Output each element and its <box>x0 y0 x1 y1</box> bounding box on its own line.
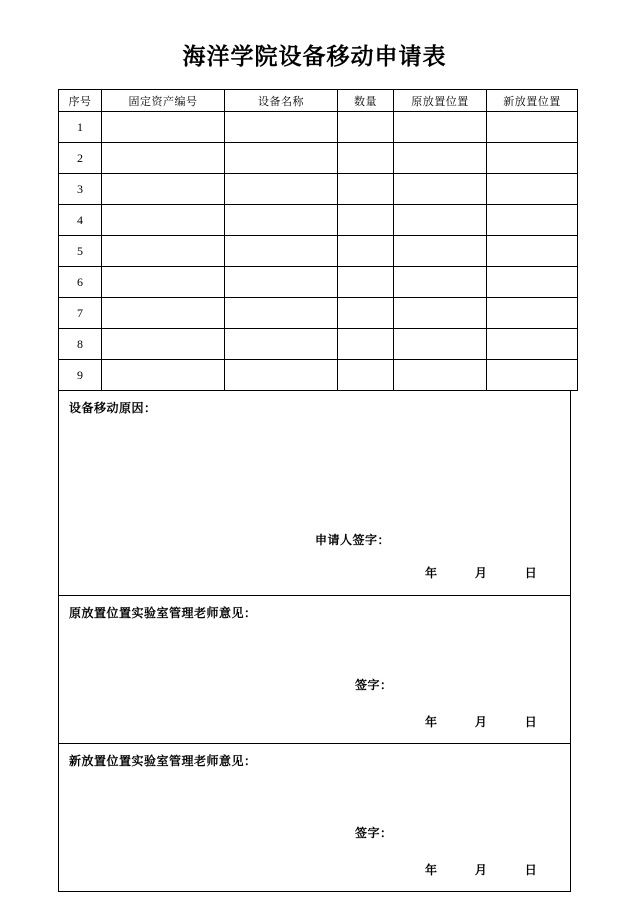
cell-device-name[interactable] <box>225 267 338 298</box>
cell-asset-no[interactable] <box>102 112 225 143</box>
column-header-new-location: 新放置位置 <box>487 90 578 112</box>
cell-device-name[interactable] <box>225 329 338 360</box>
column-header-old-location: 原放置位置 <box>394 90 487 112</box>
cell-asset-no[interactable] <box>102 267 225 298</box>
date-month-label: 月 <box>474 715 488 729</box>
cell-new-location[interactable] <box>487 143 578 174</box>
table-row <box>59 298 578 329</box>
cell-new-location[interactable] <box>487 329 578 360</box>
column-header-asset-no: 固定资产编号 <box>102 90 225 112</box>
cell-seq: 9 <box>59 360 102 391</box>
cell-quantity[interactable] <box>338 360 394 391</box>
date-day-label: 日 <box>524 863 538 877</box>
cell-new-location[interactable] <box>487 174 578 205</box>
date-year-label: 年 <box>425 863 438 877</box>
table-row <box>59 205 578 236</box>
cell-new-location[interactable] <box>487 298 578 329</box>
cell-asset-no[interactable] <box>102 298 225 329</box>
cell-quantity[interactable] <box>338 298 394 329</box>
page-title: 海洋学院设备移动申请表 <box>182 44 447 70</box>
cell-device-name[interactable] <box>225 143 338 174</box>
table-row <box>59 112 578 143</box>
cell-device-name[interactable] <box>225 360 338 391</box>
table-row <box>59 360 578 391</box>
column-header-device-name: 设备名称 <box>225 90 338 112</box>
section-label-old-lab-opinion: 原放置位置实验室管理老师意见： <box>69 606 257 620</box>
cell-quantity[interactable] <box>338 267 394 298</box>
cell-quantity[interactable] <box>338 205 394 236</box>
cell-quantity[interactable] <box>338 236 394 267</box>
cell-old-location[interactable] <box>394 174 487 205</box>
cell-device-name[interactable] <box>225 236 338 267</box>
equipment-table <box>58 89 578 391</box>
cell-new-location[interactable] <box>487 267 578 298</box>
column-header-seq: 序号 <box>59 90 102 112</box>
cell-old-location[interactable] <box>394 112 487 143</box>
section-label-new-lab-opinion: 新放置位置实验室管理老师意见： <box>69 754 257 768</box>
table-row <box>59 329 578 360</box>
cell-asset-no[interactable] <box>102 205 225 236</box>
cell-seq: 3 <box>59 174 102 205</box>
date-day-label: 日 <box>524 566 538 580</box>
cell-quantity[interactable] <box>338 329 394 360</box>
cell-device-name[interactable] <box>225 205 338 236</box>
cell-old-location[interactable] <box>394 298 487 329</box>
table-body <box>59 112 578 391</box>
cell-quantity[interactable] <box>338 174 394 205</box>
cell-seq: 1 <box>59 112 102 143</box>
cell-old-location[interactable] <box>394 143 487 174</box>
table-row <box>59 174 578 205</box>
table-row <box>59 236 578 267</box>
date-year-label: 年 <box>425 566 438 580</box>
cell-seq: 7 <box>59 298 102 329</box>
table-row <box>59 143 578 174</box>
cell-new-location[interactable] <box>487 205 578 236</box>
section-new-lab-opinion[interactable] <box>58 744 571 892</box>
cell-quantity[interactable] <box>338 143 394 174</box>
cell-seq: 8 <box>59 329 102 360</box>
old-lab-signature-label: 签字： <box>355 678 393 692</box>
date-month-label: 月 <box>474 566 488 580</box>
applicant-signature-label: 申请人签字： <box>315 533 391 547</box>
cell-asset-no[interactable] <box>102 236 225 267</box>
cell-old-location[interactable] <box>394 205 487 236</box>
column-header-quantity: 数量 <box>338 90 394 112</box>
cell-asset-no[interactable] <box>102 174 225 205</box>
cell-device-name[interactable] <box>225 112 338 143</box>
cell-device-name[interactable] <box>225 298 338 329</box>
date-day-label: 日 <box>524 715 538 729</box>
cell-asset-no[interactable] <box>102 329 225 360</box>
form-area <box>58 89 571 892</box>
cell-seq: 5 <box>59 236 102 267</box>
cell-asset-no[interactable] <box>102 360 225 391</box>
cell-old-location[interactable] <box>394 267 487 298</box>
cell-seq: 6 <box>59 267 102 298</box>
cell-new-location[interactable] <box>487 112 578 143</box>
cell-old-location[interactable] <box>394 236 487 267</box>
cell-old-location[interactable] <box>394 329 487 360</box>
old-lab-date-line <box>425 713 537 730</box>
cell-seq: 2 <box>59 143 102 174</box>
cell-new-location[interactable] <box>487 360 578 391</box>
table-header <box>59 90 578 112</box>
cell-device-name[interactable] <box>225 174 338 205</box>
new-lab-date-line <box>425 861 537 878</box>
date-month-label: 月 <box>474 863 488 877</box>
table-header-row <box>59 90 578 112</box>
cell-old-location[interactable] <box>394 360 487 391</box>
table-row <box>59 267 578 298</box>
cell-asset-no[interactable] <box>102 143 225 174</box>
new-lab-signature-label: 签字： <box>355 826 393 840</box>
cell-new-location[interactable] <box>487 236 578 267</box>
date-year-label: 年 <box>425 715 438 729</box>
applicant-date-line <box>425 564 537 581</box>
section-label-move-reason: 设备移动原因： <box>69 401 157 415</box>
section-move-reason[interactable] <box>58 391 571 596</box>
cell-seq: 4 <box>59 205 102 236</box>
cell-quantity[interactable] <box>338 112 394 143</box>
section-old-lab-opinion[interactable] <box>58 596 571 744</box>
